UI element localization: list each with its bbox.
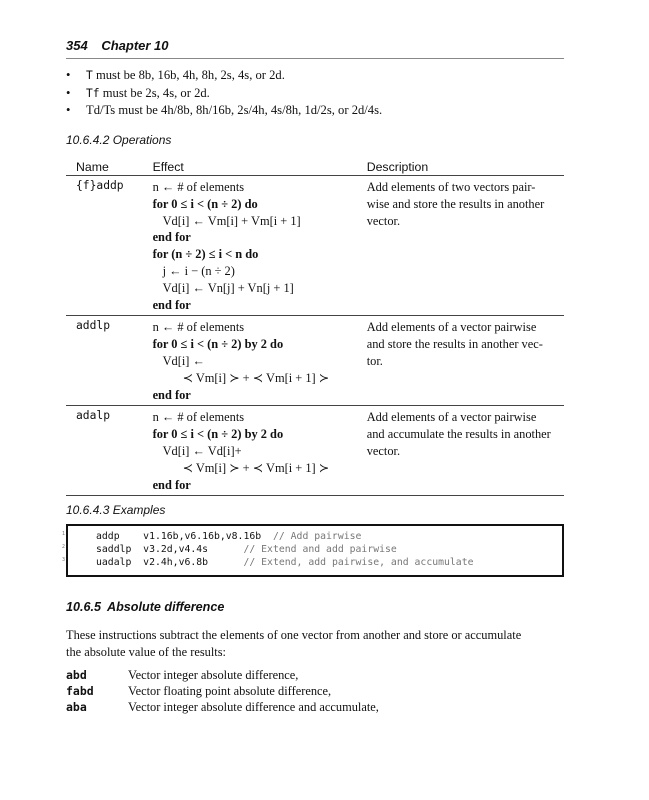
running-header [66,38,564,59]
definition-term: abd [66,668,87,682]
effect-line: end for [152,230,191,245]
code-text: saddlp v3.2d,v4.4s [96,544,209,555]
effect-line: for (n ÷ 2) ≤ i < n do [152,247,259,262]
bullet-text: must be 8b, 16b, 4h, 8h, 2s, 4s, or 2d. [92,68,285,82]
effect-line: for 0 ≤ i < (n ÷ 2) do [152,196,258,211]
effect-line: Vd[i] ← [162,353,205,368]
table-row [66,316,564,406]
line-number: 2 [62,544,66,550]
description-cell [367,406,564,496]
definition-item [66,700,564,716]
column-header-effect: Effect [153,158,367,176]
code-line [62,544,397,555]
instruction-name: addlp [66,316,153,406]
effect-line: j ← i − (n ÷ 2) [162,263,235,278]
operations-table [66,158,564,496]
definition-term: aba [66,700,87,715]
code-comment: // Extend, add pairwise, and accumulate [243,557,474,568]
effect-line: for 0 ≤ i < (n ÷ 2) by 2 do [152,427,284,442]
chapter-title: Chapter 10 [101,38,169,53]
description-cell [367,176,564,316]
instruction-name: adalp [66,406,153,496]
description-line: and accumulate the results in another [366,427,551,442]
effect-line: n ← # of elements [152,320,245,335]
code-text: uadalp v2.4h,v6.8b [96,557,209,568]
definition-description: Vector integer absolute difference and accumulate, [128,700,379,715]
description-line: Add elements of a vector pairwise [366,410,537,425]
code-comment: // Extend and add pairwise [243,544,397,555]
effect-line: ≺ Vm[i] ≻ + ≺ Vm[i + 1] ≻ [182,370,330,385]
section-title: Absolute difference [107,600,225,614]
table-header-row [66,158,564,176]
description-line: vector. [366,443,401,458]
effect-line: n ← # of elements [152,410,245,425]
effect-line: Vd[i] ← Vd[i]+ [162,443,242,458]
line-number: 1 [62,531,66,537]
effect-line: end for [152,477,191,492]
bullet-icon: • [66,85,71,100]
examples-heading: 10.6.4.3 Examples [66,503,166,517]
description-line: wise and store the results in another [366,196,545,211]
definition-description: Vector floating point absolute difference, [128,684,332,699]
table-row [66,406,564,496]
effect-line: Vd[i] ← Vn[j] + Vn[j + 1] [162,280,294,295]
bullet-text: must be 2s, 4s, or 2d. [99,85,210,100]
effect-line: for 0 ≤ i < (n ÷ 2) by 2 do [152,337,284,352]
line-number: 3 [62,557,66,563]
effect-line: end for [152,387,191,402]
effect-line: Vd[i] ← Vm[i] + Vm[i + 1] [162,213,301,228]
code-listing [62,524,564,577]
paragraph-line: the absolute value of the results: [66,644,227,659]
paragraph-line: These instructions subtract the elements of one vector from another and store or accumulate [66,628,522,642]
instruction-name: {f}addp [66,176,153,316]
bullet-list [66,67,564,119]
code-comment: // Add pairwise [272,531,362,542]
column-header-name: Name [66,158,153,176]
description-line: and store the results in another vec- [366,337,543,352]
bullet-item [66,85,564,103]
description-line: Add elements of two vectors pair- [366,180,536,194]
column-header-description: Description [367,158,564,176]
definition-description: Vector integer absolute difference, [128,668,299,682]
page-number: 354 [66,38,88,53]
body-paragraph [66,627,564,660]
effect-cell [153,406,367,496]
description-line: vector. [366,213,401,228]
effect-line: end for [152,297,191,312]
bullet-code: Tf [86,86,100,100]
operations-heading: 10.6.4.2 Operations [66,133,172,147]
effect-line: ≺ Vm[i] ≻ + ≺ Vm[i + 1] ≻ [182,460,330,475]
description-line: tor. [366,353,383,368]
bullet-item [66,102,564,119]
bullet-icon: • [66,68,71,82]
definition-list [66,668,564,717]
description-cell [367,316,564,406]
effect-cell [153,316,367,406]
bullet-icon: • [66,103,71,117]
section-number: 10.6.5 [66,600,102,614]
code-text: addp v1.16b,v6.16b,v8.16b [96,531,262,542]
bullet-text: Td/Ts must be 4h/8b, 8h/16b, 2s/4h, 4s/8h, 1d/2s, or 2d/4s. [86,103,383,117]
bullet-code: T [86,69,93,82]
definition-term: fabd [66,684,94,699]
code-line [62,557,474,568]
effect-line: n ← # of elements [152,180,245,194]
section-heading [66,600,224,614]
bullet-item [66,67,564,85]
definition-item [66,684,564,700]
definition-item [66,668,564,684]
code-line [62,531,362,542]
description-line: Add elements of a vector pairwise [366,320,537,335]
effect-cell [153,176,367,316]
table-row [66,176,564,316]
